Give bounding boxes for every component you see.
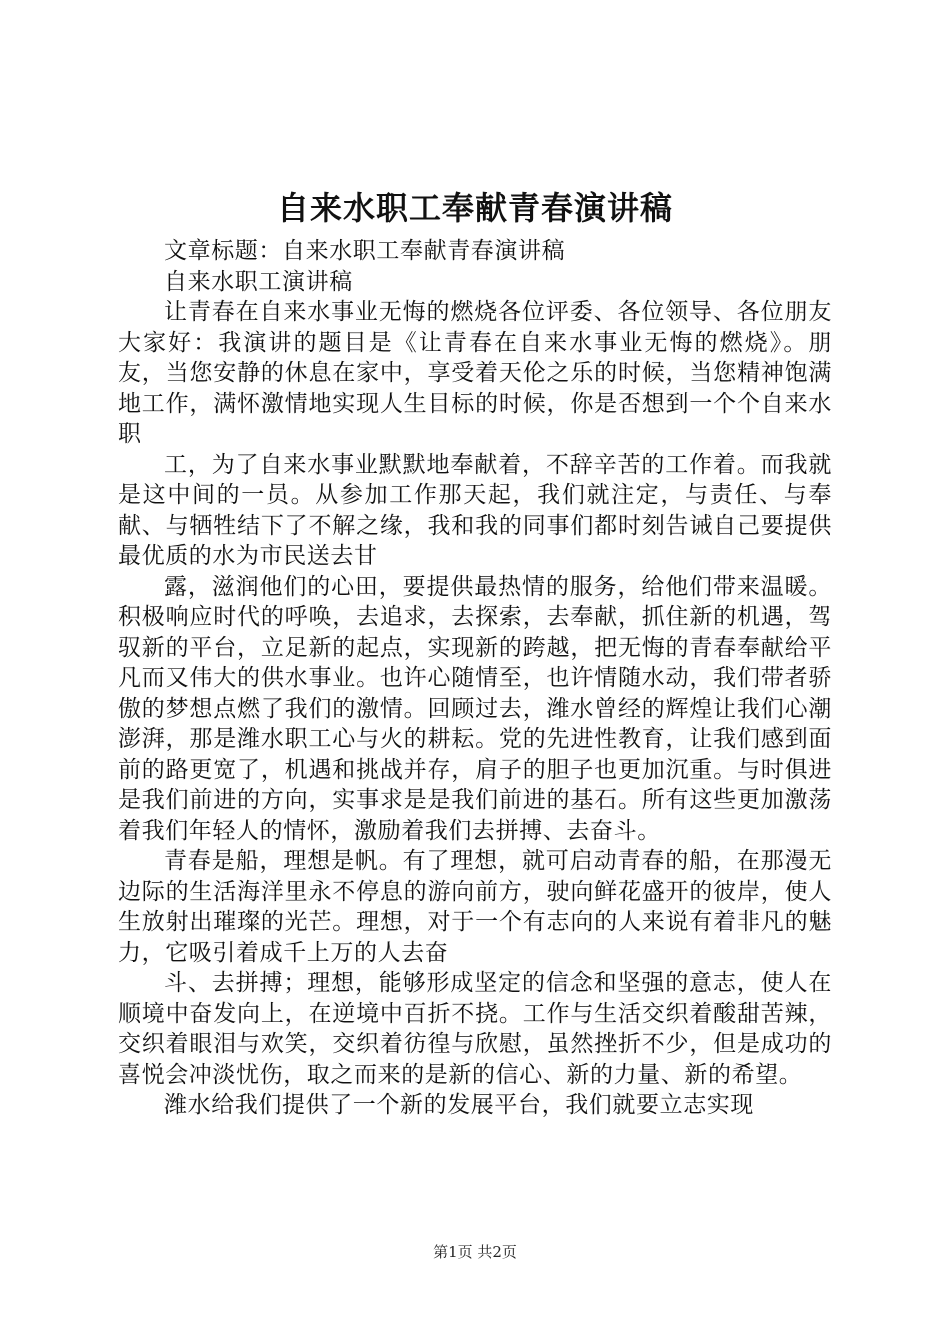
paragraph: 潍水给我们提供了一个新的发展平台，我们就要立志实现 xyxy=(164,1092,754,1118)
page-footer: 第1页 共2页 xyxy=(433,1243,517,1261)
paragraph: 让青春在自来水事业无悔的燃烧各位评委、各位领导、各位朋友大家好：我演讲的题目是《让青春在自来水事业无悔的燃烧》。朋友，当您安静的休息在家中，享受着天伦之乐的时候，当您精神饱满地工作，满怀激情地实现人生目标的时候，你是否想到一个个自来水职 xyxy=(118,299,832,447)
paragraph: 露，滋润他们的心田，要提供最热情的服务，给他们带来温暖。积极响应时代的呼唤，去追求，去探索，去奉献，抓住新的机遇，驾驭新的平台，立足新的起点，实现新的跨越，把无悔的青春奉献给平凡而又伟大的供水事业。也许心随情至，也许情随水动，我们带者骄傲的梦想点燃了我们的激情。回顾过去，潍水曾经的辉煌让我们心潮澎湃，那是潍水职工心与火的耕耘。党的先进性教育，让我们感到面前的路更宽了，机遇和挑战并存，肩子的胆子也更加沉重。与时俱进是我们前进的方向，实事求是是我们前进的基石。所有这些更加激荡着我们年轻人的情怀，激励着我们去拼搏、去奋斗。 xyxy=(118,573,832,844)
document-title: 自来水职工奉献青春演讲稿 xyxy=(276,189,673,227)
document-body xyxy=(118,236,832,1121)
paragraph: 青春是船，理想是帆。有了理想，就可启动青春的船，在那漫无边际的生活海洋里永不停息的游向前方，驶向鲜花盛开的彼岸，使人生放射出璀璨的光芒。理想，对于一个有志向的人来说有着非凡的魅力，它吸引着成千上万的人去奋 xyxy=(118,848,832,966)
paragraph-article-title: 文章标题：自来水职工奉献青春演讲稿 xyxy=(164,238,566,264)
paragraph: 工，为了自来水事业默默地奉献着，不辞辛苦的工作着。而我就是这中间的一员。从参加工作那天起，我们就注定，与责任、与奉献、与牺牲结下了不解之缘，我和我的同事们都时刻告诫自己要提供最优质的水为市民送去甘 xyxy=(118,451,832,569)
paragraph: 斗、去拼搏；理想，能够形成坚定的信念和坚强的意志，使人在顺境中奋发向上，在逆境中百折不挠。工作与生活交织着酸甜苦辣，交织着眼泪与欢笑，交织着彷徨与欣慰，虽然挫折不少，但是成功的喜悦会冲淡忧伤，取之而来的是新的信心、新的力量、新的希望。 xyxy=(118,970,832,1088)
paragraph-subtitle: 自来水职工演讲稿 xyxy=(164,268,353,295)
